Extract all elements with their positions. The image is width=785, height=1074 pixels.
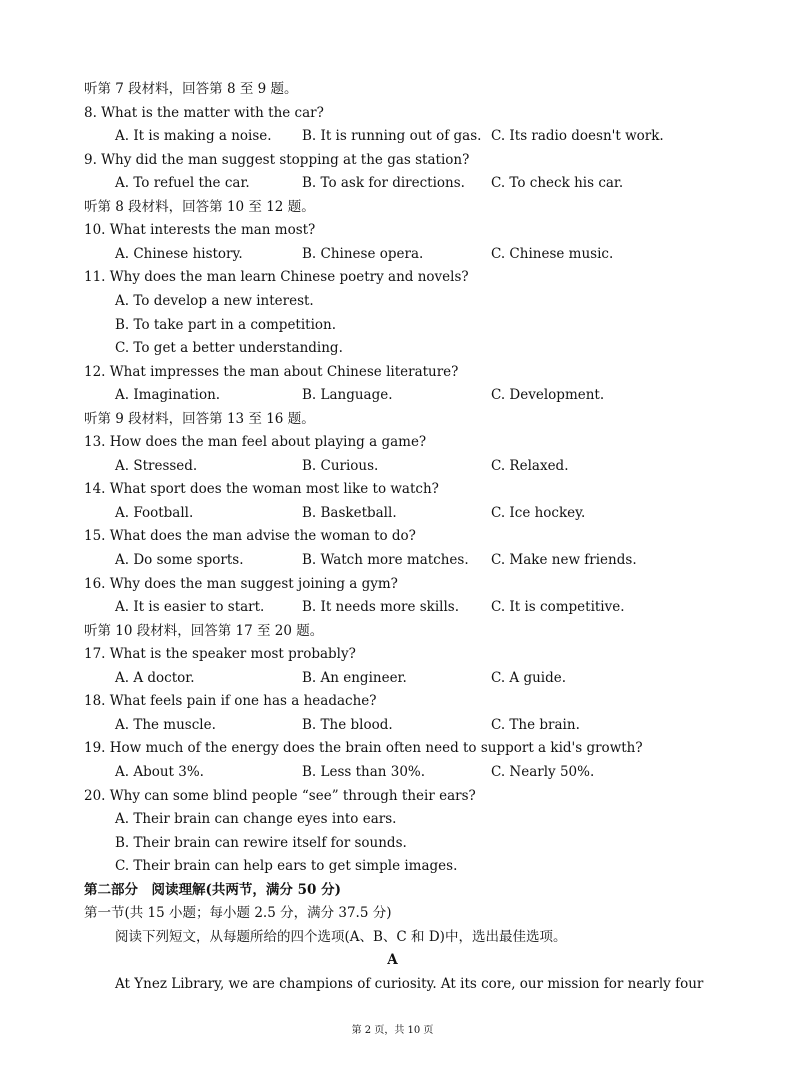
- question-text: 14. What sport does the woman most like to watch?: [84, 481, 439, 498]
- question-text: 15. What does the man advise the woman to do?: [84, 528, 416, 545]
- section-instruction: 听第 8 段材料，回答第 10 至 12 题。: [84, 198, 315, 215]
- option-b: B. Curious.: [302, 457, 379, 474]
- options-row: [0, 667, 785, 691]
- question-text: 9. Why did the man suggest stopping at the gas station?: [84, 151, 470, 168]
- option-a: A. The muscle.: [115, 716, 216, 733]
- option-b: B. Chinese opera.: [302, 245, 424, 262]
- option-a: A. Stressed.: [115, 457, 198, 474]
- option-b: B. It needs more skills.: [302, 599, 460, 616]
- option-c: C. Make new friends.: [491, 552, 637, 568]
- option-c: C. A guide.: [491, 669, 567, 686]
- options-row: [0, 125, 785, 149]
- question-text: 13. How does the man feel about playing a game?: [84, 434, 427, 451]
- question-text: 12. What impresses the man about Chinese literature?: [84, 363, 459, 380]
- options-row: [0, 714, 785, 738]
- section-instruction: 听第 9 段材料，回答第 13 至 16 题。: [84, 410, 315, 427]
- option-line: A. Their brain can change eyes into ears.: [115, 811, 397, 828]
- question-text: 18. What feels pain if one has a headache?: [84, 693, 377, 710]
- reading-instruction: 阅读下列短文，从每题所给的四个选项(A、B、C 和 D)中，选出最佳选项。: [115, 928, 567, 945]
- option-b: B. To ask for directions.: [302, 175, 465, 192]
- question-text: 11. Why does the man learn Chinese poetry and novels?: [84, 269, 469, 286]
- option-b: B. Less than 30%.: [302, 763, 426, 780]
- question-text: 19. How much of the energy does the brain often need to support a kid's growth?: [84, 740, 643, 757]
- option-b: B. The blood.: [302, 716, 393, 733]
- option-a: A. To refuel the car.: [115, 175, 250, 192]
- question-text: 8. What is the matter with the car?: [84, 104, 324, 121]
- option-line: B. To take part in a competition.: [115, 316, 337, 333]
- option-b: B. It is running out of gas.: [302, 128, 482, 145]
- option-c: C. Development.: [491, 387, 605, 404]
- options-row: [0, 502, 785, 526]
- option-c: C. Ice hockey.: [491, 504, 586, 521]
- option-a: A. A doctor.: [115, 669, 195, 686]
- options-row: [0, 455, 785, 479]
- option-b: B. Watch more matches.: [302, 552, 469, 568]
- option-b: B. An engineer.: [302, 669, 407, 686]
- option-a: A. It is easier to start.: [115, 599, 265, 616]
- option-line: B. Their brain can rewire itself for sounds.: [115, 834, 407, 851]
- option-b: B. Language.: [302, 387, 393, 404]
- option-a: A. About 3%.: [115, 763, 204, 780]
- option-a: A. It is making a noise.: [115, 128, 272, 145]
- option-c: C. Relaxed.: [491, 457, 569, 474]
- options-row: [0, 172, 785, 196]
- option-a: A. Imagination.: [115, 387, 221, 404]
- option-a: A. Do some sports.: [115, 552, 244, 568]
- option-a: A. Chinese history.: [115, 245, 243, 262]
- passage-text: At Ynez Library, we are champions of curiosity. At its core, our mission for nearly four: [115, 975, 704, 992]
- section-instruction: 第一节(共 15 小题；每小题 2.5 分，满分 37.5 分): [84, 905, 392, 922]
- option-a: A. Football.: [115, 504, 194, 521]
- option-c: C. To check his car.: [491, 175, 624, 192]
- option-b: B. Basketball.: [302, 504, 397, 521]
- options-row: [0, 761, 785, 785]
- passage-title: A: [387, 952, 398, 969]
- option-line: A. To develop a new interest.: [115, 292, 314, 309]
- question-text: 20. Why can some blind people “see” through their ears?: [84, 787, 476, 804]
- options-row: [0, 384, 785, 408]
- options-row: [0, 549, 785, 573]
- options-row: [0, 243, 785, 267]
- option-c: C. Nearly 50%.: [491, 763, 595, 780]
- question-text: 10. What interests the man most?: [84, 222, 316, 239]
- option-c: C. The brain.: [491, 716, 580, 733]
- section-instruction: 听第 10 段材料，回答第 17 至 20 题。: [84, 622, 324, 639]
- options-row: [0, 596, 785, 620]
- option-c: C. Chinese music.: [491, 245, 614, 262]
- option-c: C. Its radio doesn't work.: [491, 128, 664, 145]
- page-footer: 第 2 页，共 10 页: [351, 1025, 434, 1036]
- option-line: C. Their brain can help ears to get simple images.: [115, 858, 458, 875]
- section-instruction: 听第 7 段材料，回答第 8 至 9 题。: [84, 81, 298, 97]
- part-heading: 第二部分 阅读理解(共两节，满分 50 分): [84, 881, 341, 898]
- question-text: 17. What is the speaker most probably?: [84, 646, 356, 663]
- option-c: C. It is competitive.: [491, 599, 625, 616]
- question-text: 16. Why does the man suggest joining a gym?: [84, 575, 398, 592]
- option-line: C. To get a better understanding.: [115, 340, 343, 357]
